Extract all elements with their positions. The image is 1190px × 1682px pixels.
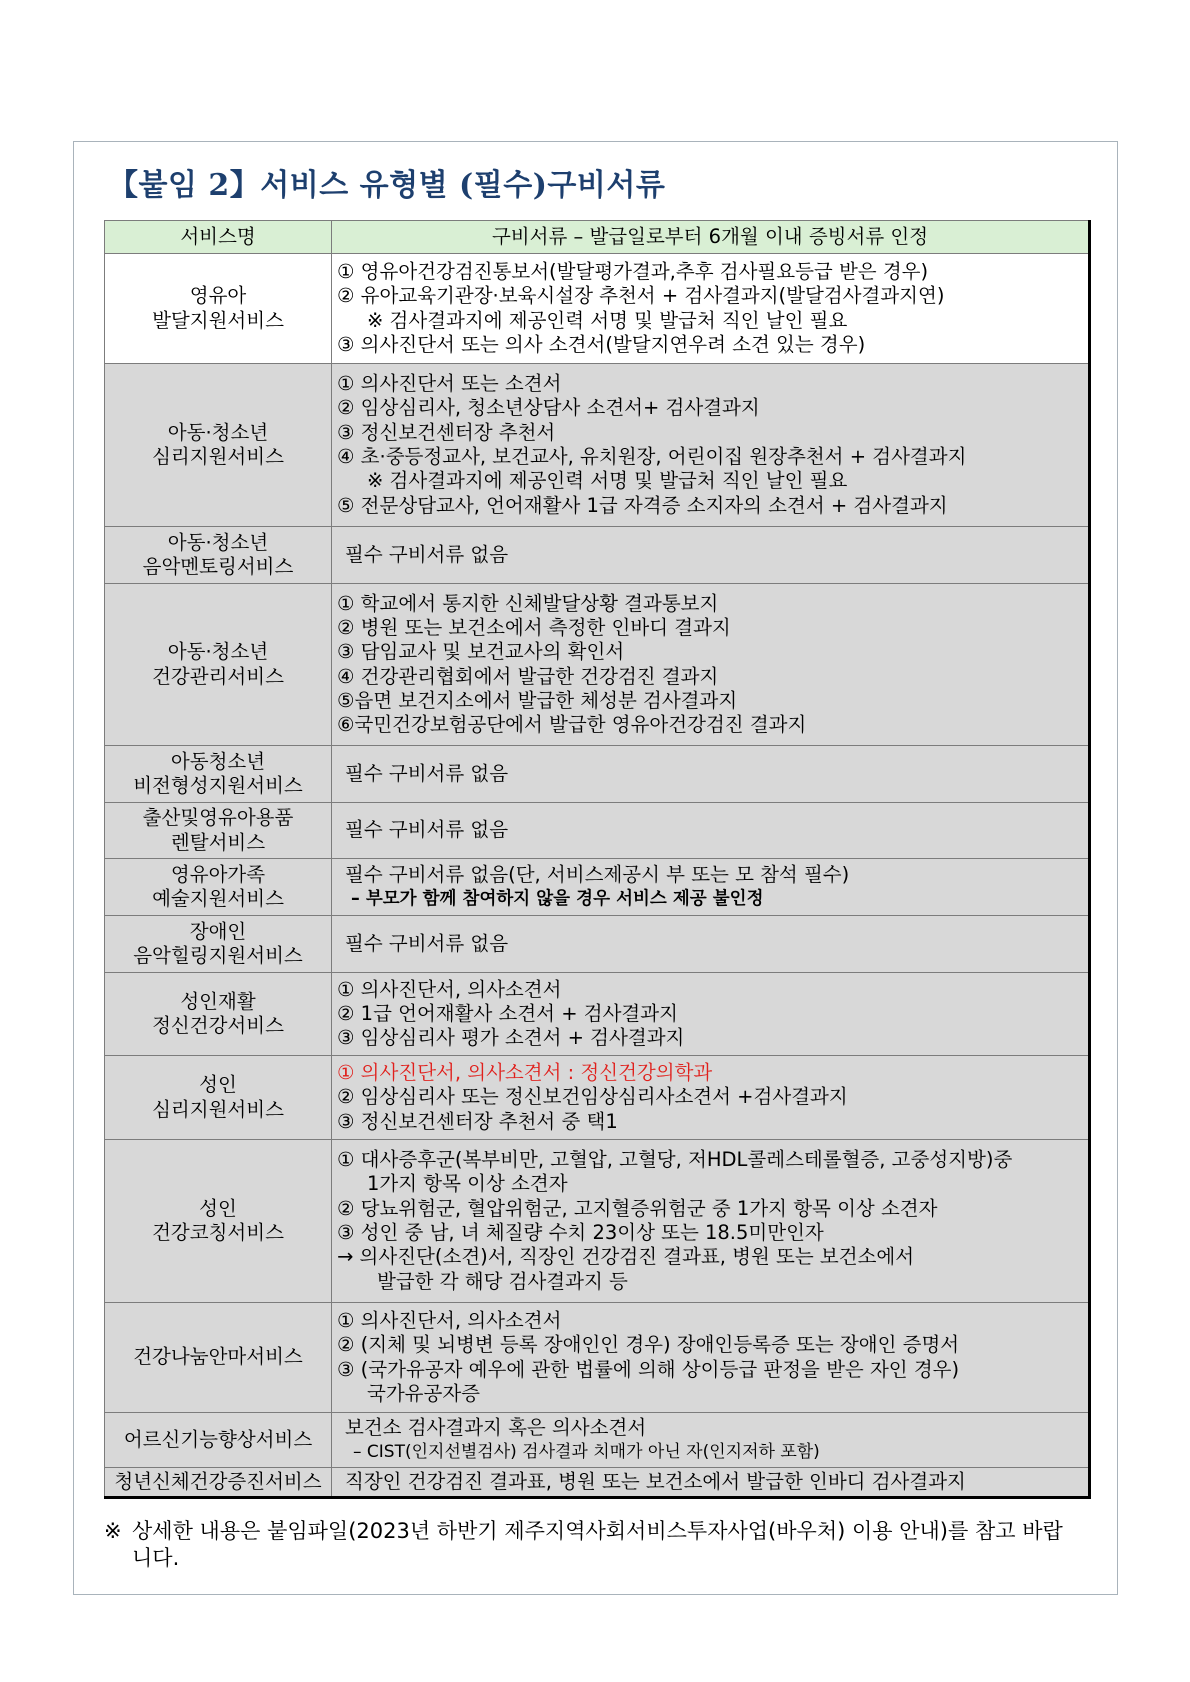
required-documents-table	[104, 220, 1091, 1499]
table-row	[105, 364, 1090, 527]
doc-note: – CIST(인지선별검사) 검사결과 치매가 아닌 자(인지저하 포함)	[353, 1442, 820, 1462]
doc-note: – 부모가 함께 참여하지 않을 경우 서비스 제공 불인정	[351, 889, 764, 909]
doc-item: ① 의사진단서, 의사소견서	[337, 1308, 562, 1332]
required-docs-cell	[332, 803, 1090, 859]
service-name-line: 아동·청소년	[167, 420, 269, 444]
service-name-cell	[105, 1468, 332, 1498]
required-docs-cell	[332, 527, 1090, 584]
doc-item: 필수 구비서류 없음	[345, 761, 509, 785]
doc-item: 필수 구비서류 없음	[345, 931, 509, 955]
doc-item-continued: 발급한 각 해당 검사결과지 등	[377, 1269, 628, 1293]
doc-item: ④ 건강관리협회에서 발급한 건강검진 결과지	[337, 664, 719, 688]
service-name-cell	[105, 1056, 332, 1140]
service-name-line: 음악힐링지원서비스	[133, 944, 303, 967]
table-row	[105, 1140, 1090, 1303]
service-name-cell	[105, 254, 332, 364]
service-name-cell	[105, 1140, 332, 1303]
footer-note	[104, 1518, 1064, 1572]
table-row	[105, 859, 1090, 916]
service-name-line: 청년신체건강증진서비스	[114, 1469, 322, 1493]
required-docs-cell	[332, 1468, 1090, 1498]
service-name-cell	[105, 916, 332, 973]
reference-mark-icon: ※	[104, 1519, 122, 1543]
table-row	[105, 1303, 1090, 1413]
service-name-cell	[105, 746, 332, 803]
doc-item: ③ 담임교사 및 보건교사의 확인서	[337, 640, 625, 664]
service-name-cell	[105, 803, 332, 859]
service-name-line: 건강나눔안마서비스	[133, 1345, 303, 1369]
service-name-cell	[105, 1413, 332, 1468]
service-name-line: 심리지원서비스	[152, 1097, 284, 1121]
footer-text: 상세한 내용은 붙임파일(2023년 하반기 제주지역사회서비스투자사업(바우처) 이용 안내)를 참고 바랍니다.	[132, 1519, 1063, 1570]
doc-item-continued: 국가유공자증	[367, 1381, 481, 1405]
table-row	[105, 1413, 1090, 1468]
doc-item: ⑥국민건강보험공단에서 발급한 영유아건강검진 결과지	[337, 713, 807, 737]
service-name-line: 영유아가족	[170, 862, 266, 886]
doc-item: ③ 의사진단서 또는 의사 소견서(발달지연우려 소견 있는 경우)	[337, 332, 866, 356]
service-name-line: 예술지원서비스	[152, 887, 284, 910]
required-docs-cell	[332, 1056, 1090, 1140]
doc-item: ② 임상심리사, 청소년상담사 소견서+ 검사결과지	[337, 396, 760, 420]
service-name-cell	[105, 584, 332, 746]
service-name-cell	[105, 527, 332, 584]
doc-item: 직장인 건강검진 결과표, 병원 또는 보건소에서 발급한 인바디 검사결과지	[345, 1469, 966, 1493]
table-row	[105, 584, 1090, 746]
doc-item: ① 영유아건강검진통보서(발달평가결과,추후 검사필요등급 받은 경우)	[337, 259, 929, 283]
required-docs-cell	[332, 1303, 1090, 1413]
table-row	[105, 973, 1090, 1056]
doc-item: 필수 구비서류 없음	[345, 818, 509, 842]
doc-item: ③ 성인 중 남, 녀 체질량 수치 23이상 또는 18.5미만인자	[337, 1221, 824, 1244]
doc-item: ③ 임상심리사 평가 소견서 + 검사결과지	[337, 1026, 685, 1050]
doc-item: 보건소 검사결과지 혹은 의사소견서	[345, 1415, 647, 1439]
table-row	[105, 254, 1090, 364]
doc-item: ② 1급 언어재활사 소견서 + 검사결과지	[337, 1001, 678, 1025]
doc-item: ③ 정신보건센터장 추천서 중 택1	[337, 1109, 618, 1133]
doc-item-continued: 1가지 항목 이상 소견자	[367, 1172, 568, 1196]
service-name-line: 건강관리서비스	[152, 664, 284, 688]
required-docs-cell	[332, 916, 1090, 973]
service-name-line: 아동청소년	[170, 749, 266, 773]
doc-item: ⑤읍면 보건지소에서 발급한 체성분 검사결과지	[337, 688, 738, 712]
service-name-cell	[105, 973, 332, 1056]
service-name-cell	[105, 364, 332, 527]
doc-item: ⑤ 전문상담교사, 언어재활사 1급 자격증 소지자의 소견서 + 검사결과지	[337, 493, 948, 517]
doc-item: ① 학교에서 통지한 신체발달상황 결과통보지	[337, 591, 719, 615]
service-name-line: 정신건강서비스	[152, 1014, 284, 1037]
service-name-line: 심리지원서비스	[152, 445, 284, 468]
required-docs-cell	[332, 584, 1090, 746]
service-name-line: 출산및영유아용품	[142, 806, 294, 830]
table-row	[105, 803, 1090, 859]
doc-item-highlight: ① 의사진단서, 의사소견서 : 정신건강의학과	[337, 1061, 713, 1085]
doc-item: ② 유아교육기관장·보육시설장 추천서 + 검사결과지(발달검사결과지연)	[337, 284, 945, 308]
table-row	[105, 1468, 1090, 1498]
service-name-line: 영유아	[189, 284, 247, 308]
doc-item: ④ 초·중등정교사, 보건교사, 유치원장, 어린이집 원장추천서 + 검사결과지	[337, 445, 967, 468]
table-row	[105, 527, 1090, 584]
required-docs-cell	[332, 746, 1090, 803]
doc-item: → 의사진단(소견)서, 직장인 건강검진 결과표, 병원 또는 보건소에서	[337, 1245, 915, 1269]
service-name-line: 발달지원서비스	[152, 308, 284, 332]
doc-item: ② 당뇨위험군, 혈압위험군, 고지혈증위험군 중 1가지 항목 이상 소견자	[337, 1196, 938, 1220]
page-title: 【붙임 2】서비스 유형별 (필수)구비서류	[108, 168, 666, 203]
table-row	[105, 1056, 1090, 1140]
required-docs-cell	[332, 364, 1090, 527]
service-name-line: 성인	[199, 1196, 237, 1220]
doc-item: ③ 정신보건센터장 추천서	[337, 420, 556, 444]
required-docs-cell	[332, 859, 1090, 916]
service-name-line: 렌탈서비스	[170, 830, 266, 854]
doc-item: ① 의사진단서, 의사소견서	[337, 977, 562, 1001]
service-name-line: 어르신기능향상서비스	[123, 1427, 313, 1451]
required-docs-cell	[332, 254, 1090, 364]
service-name-cell	[105, 1303, 332, 1413]
service-name-cell	[105, 859, 332, 916]
doc-item: 필수 구비서류 없음	[345, 542, 509, 566]
required-docs-cell	[332, 1413, 1090, 1468]
doc-item: ② (지체 및 뇌병변 등록 장애인인 경우) 장애인등록증 또는 장애인 증명서	[337, 1333, 960, 1357]
service-name-line: 아동·청소년	[167, 640, 269, 664]
doc-note: ※ 검사결과지에 제공인력 서명 및 발급처 직인 날인 필요	[367, 469, 848, 493]
doc-item: ③ (국가유공자 예우에 관한 법률에 의해 상이등급 판정을 받은 자인 경우)	[337, 1357, 960, 1381]
service-name-line: 장애인	[189, 919, 247, 943]
doc-item: ① 대사증후군(복부비만, 고혈압, 고혈당, 저HDL콜레스테롤혈증, 고중성지방)중	[337, 1148, 1013, 1172]
required-docs-cell	[332, 1140, 1090, 1303]
header-service-name: 서비스명	[105, 221, 332, 254]
service-name-line: 성인	[199, 1073, 237, 1097]
header-required-docs: 구비서류 – 발급일로부터 6개월 이내 증빙서류 인정	[332, 221, 1090, 254]
service-name-line: 비전형성지원서비스	[133, 774, 303, 797]
table-row	[105, 746, 1090, 803]
table-header-row	[105, 221, 1090, 254]
table-row	[105, 916, 1090, 973]
doc-item: 필수 구비서류 없음(단, 서비스제공시 부 또는 모 참석 필수)	[345, 862, 850, 886]
service-name-line: 음악멘토링서비스	[142, 555, 294, 578]
service-name-line: 건강코칭서비스	[152, 1221, 284, 1244]
service-name-line: 성인재활	[180, 989, 256, 1013]
required-docs-cell	[332, 973, 1090, 1056]
doc-item: ② 임상심리사 또는 정신보건임상심리사소견서 +검사결과지	[337, 1085, 848, 1109]
doc-item: ② 병원 또는 보건소에서 측정한 인바디 결과지	[337, 615, 731, 639]
doc-item: ① 의사진단서 또는 소견서	[337, 372, 562, 396]
service-name-line: 아동·청소년	[167, 530, 269, 554]
doc-note: ※ 검사결과지에 제공인력 서명 및 발급처 직인 날인 필요	[367, 308, 848, 332]
